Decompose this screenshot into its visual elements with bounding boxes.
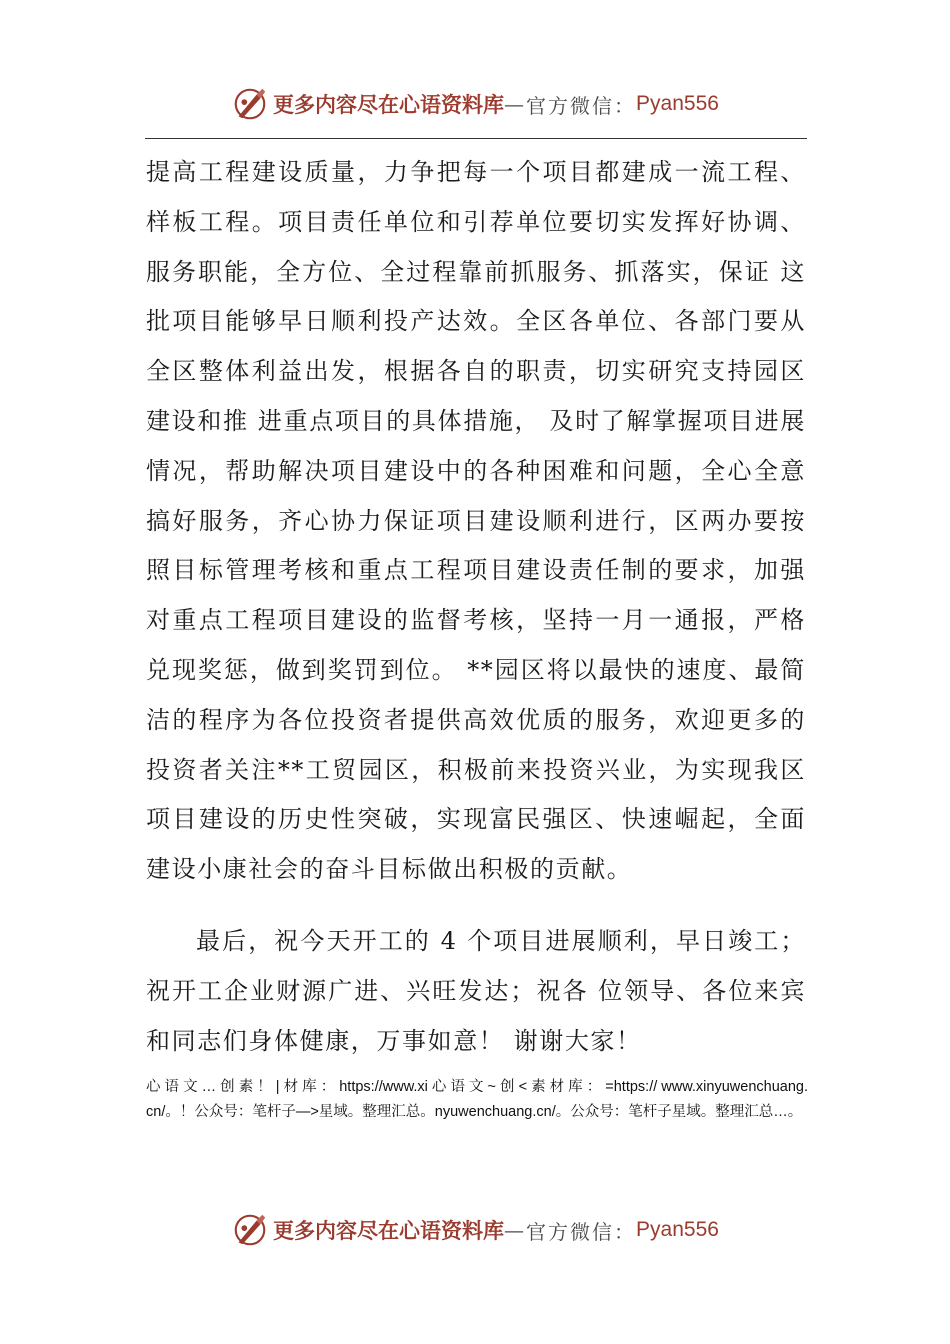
document-body bbox=[146, 148, 806, 1066]
official-label: 官方微信： bbox=[526, 93, 637, 118]
pen-nib-logo-icon bbox=[231, 1211, 269, 1249]
wechat-id: Pyan556 bbox=[636, 1218, 719, 1241]
brand-text: 更多内容尽在心语资料库 bbox=[273, 1218, 505, 1243]
source-footnote: 心 语 文 … 创 素 ！ | 材 库 ： https://www.xi 心 语 文 ~ 创 < 素 材 库 ： =https:// www.xinyuwenchuang.cn/。！公众号：笔杆子—>星域。整理汇总。nyuwenchuang.cn/。公众号：笔杆子星域。整理汇总…。 bbox=[146, 1079, 808, 1120]
header-divider bbox=[145, 138, 807, 139]
footer-watermark bbox=[0, 1208, 950, 1252]
separator: — bbox=[504, 1218, 527, 1242]
pen-nib-logo-icon bbox=[231, 85, 269, 123]
separator: — bbox=[504, 92, 527, 116]
header-watermark bbox=[0, 82, 950, 126]
official-label: 官方微信： bbox=[526, 1219, 637, 1244]
closing-paragraph: 最后，祝今天开工的 4 个项目进展顺利，早日竣工；祝开工企业财源广进、兴旺发达；祝各 位领导、各位来宾和同志们身体健康，万事如意！ 谢谢大家！ bbox=[146, 926, 806, 1055]
body-paragraph: 提高工程建设质量，力争把每一个项目都建成一流工程、样板工程。项目责任单位和引荐单位要切实发挥好协调、服务职能，全方位、全过程靠前抓服务、抓落实，保证 这批项目能够早日顺利投产达效。全区各单位、各部门要从全区整体利益出发，根据各自的职责，切实研究支持园区建设和推 进重点项目的具体措施， 及时了解掌握项目进展情况，帮助解决项目建设中的各种困难和问题，全心全意搞好服务，齐心协力保证项目建设顺利进行，区两办要按照目标管理考核和重点工程项目建设责任制的要求，加强对重点工程项目建设的监督考核，坚持一月一通报，严格兑现奖惩，做到奖罚到位。 **园区将以最快的速度、最简洁的程序为各位投资者提供高效优质的服务，欢迎更多的投资者关注**工贸园区，积极前来投资兴业，为实现我区项目建设的历史性突破，实现富民强区、快速崛起，全面建设小康社会的奋斗目标做出积极的贡献。 bbox=[146, 158, 806, 884]
wechat-id: Pyan556 bbox=[636, 92, 719, 115]
brand-text: 更多内容尽在心语资料库 bbox=[273, 92, 505, 117]
